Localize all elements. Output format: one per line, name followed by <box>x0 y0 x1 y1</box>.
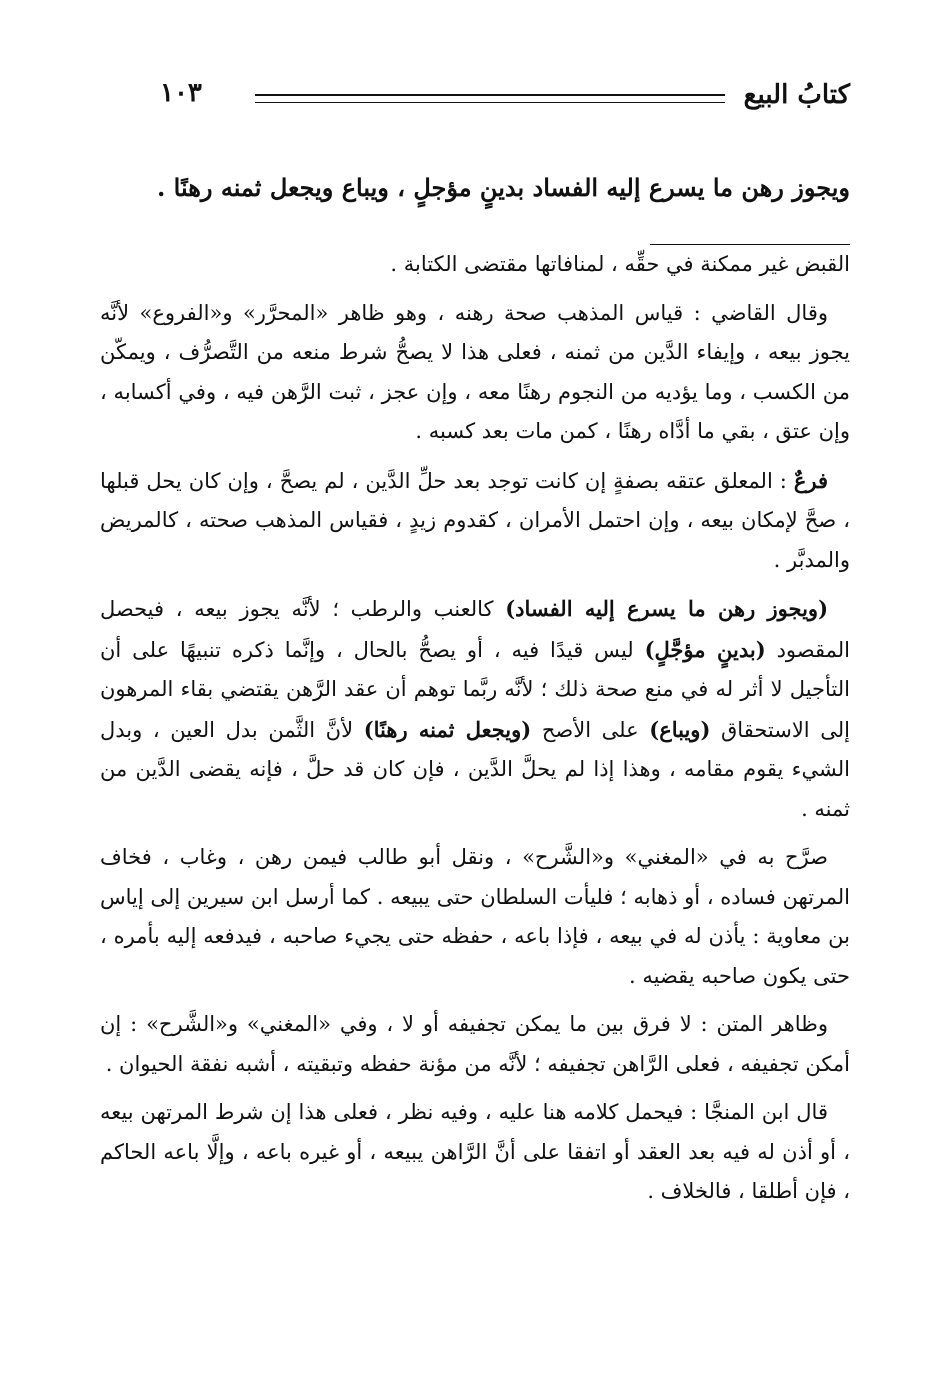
paragraph-4-text-1: كالعنب والرطب ؛ لأنَّه يجوز بيعه ، فيحصل المقصود <box>100 597 850 662</box>
commentary <box>100 245 850 1345</box>
matn-quote-3: (ويباع) <box>649 716 711 742</box>
paragraph-4-text-3: على الأصح <box>531 717 650 742</box>
paragraph-4 <box>100 589 850 829</box>
paragraph-4-text-2: ليس قيدًا فيه ، أو يصحُّ بالحال ، وإنَّما ذكره تنبيهًا على أن التأجيل لا أثر له في منع صحة ذلك ؛ لأنَّه ربَّما توهم أن عقد الرَّهن يقتضي بقاء المرهون إلى الاستحقاق <box>100 637 850 742</box>
header-rule <box>255 94 725 103</box>
paragraph-3-text: : المعلق عتقه بصفةٍ إن كانت توجد بعد حلِّ الدَّين ، لم يصحَّ ، وإن كان يحل قبلها ، صحَّ لإمكان بيعه ، وإن احتمل الأمران ، كقدوم زيدٍ ، فقياس المذهب صحته ، كالمريض والمدبَّر . <box>100 468 850 572</box>
matn-quote-2: (بدينٍ مؤجَّلٍ) <box>644 636 766 662</box>
paragraph-5: صرَّح به في «المغني» و«الشَّرح» ، ونقل أبو طالب فيمن رهن ، وغاب ، فخاف المرتهن فساده ، أو ذهابه ؛ فليأت السلطان حتى يبيعه . كما أرسل ابن سيرين إلى إياس بن معاوية : يأذن له في بيعه ، فإذا باعه ، حفظه حتى يجيء صاحبه ، فيدفعه إليه بأمره ، حتى يكون صاحبه يقضيه . <box>100 845 850 988</box>
paragraph-3 <box>100 461 850 581</box>
paragraph-7: قال ابن المنجَّا : فيحمل كلامه هنا عليه ، وفيه نظر ، فعلى هذا إن شرط المرتهن بيعه ، أو أذن له فيه بعد العقد أو اتفقا على أنَّ الرَّاهن يبيعه ، أو غيره باعه ، وإلَّا باعه الحاكم ، فإن أطلقا ، فالخلاف . <box>100 1100 850 1203</box>
paragraph-2: وقال القاضي : قياس المذهب صحة رهنه ، وهو ظاهر «المحرَّر» و«الفروع» لأنَّه يجوز بيعه ، وإيفاء الدَّين من ثمنه ، فعلى هذا لا يصحُّ شرط منعه من التَّصرُّف ، ويمكّن من الكسب ، وما يؤديه من النجوم رهنًا معه ، وإن عجز ، ثبت الرَّهن فيه ، وفي أكسابه ، وإن عتق ، بقي ما أدَّاه رهنًا ، كمن مات بعد كسبه . <box>100 300 850 443</box>
page-header <box>150 78 850 128</box>
page-number: ١٠٣ <box>160 78 202 108</box>
far-label: فرعٌ <box>793 467 828 493</box>
paragraph-6: وظاهر المتن : لا فرق بين ما يمكن تجفيفه أو لا ، وفي «المغني» و«الشَّرح» : إن أمكن تجفيفه ، فعلى الرَّاهن تجفيفه ؛ لأنَّه من مؤنة حفظه وتبقيته ، أشبه نفقة الحيوان . <box>100 1012 850 1076</box>
paragraph-1: القبض غير ممكنة في حقِّه ، لمنافاتها مقتضى الكتابة . <box>390 252 850 276</box>
matn-text: ويجوز رهن ما يسرع إليه الفساد بدينٍ مؤجلٍ ، ويباع ويجعل ثمنه رهنًا . <box>156 173 850 202</box>
matn-quote-1: (ويجوز رهن ما يسرع إليه الفساد) <box>505 596 828 621</box>
running-title: كتابُ البيع <box>743 80 850 110</box>
matn-quote-4: (ويجعل ثمنه رهنًا) <box>363 716 532 742</box>
paragraph-4-text-4: لأنَّ الثَّمن بدل العين ، وبدل الشيء يقوم مقامه ، وهذا إذا لم يحلَّ الدَّين ، فإن كان قد حلَّ ، فإنه يقضى الدَّين من ثمنه . <box>100 717 850 821</box>
